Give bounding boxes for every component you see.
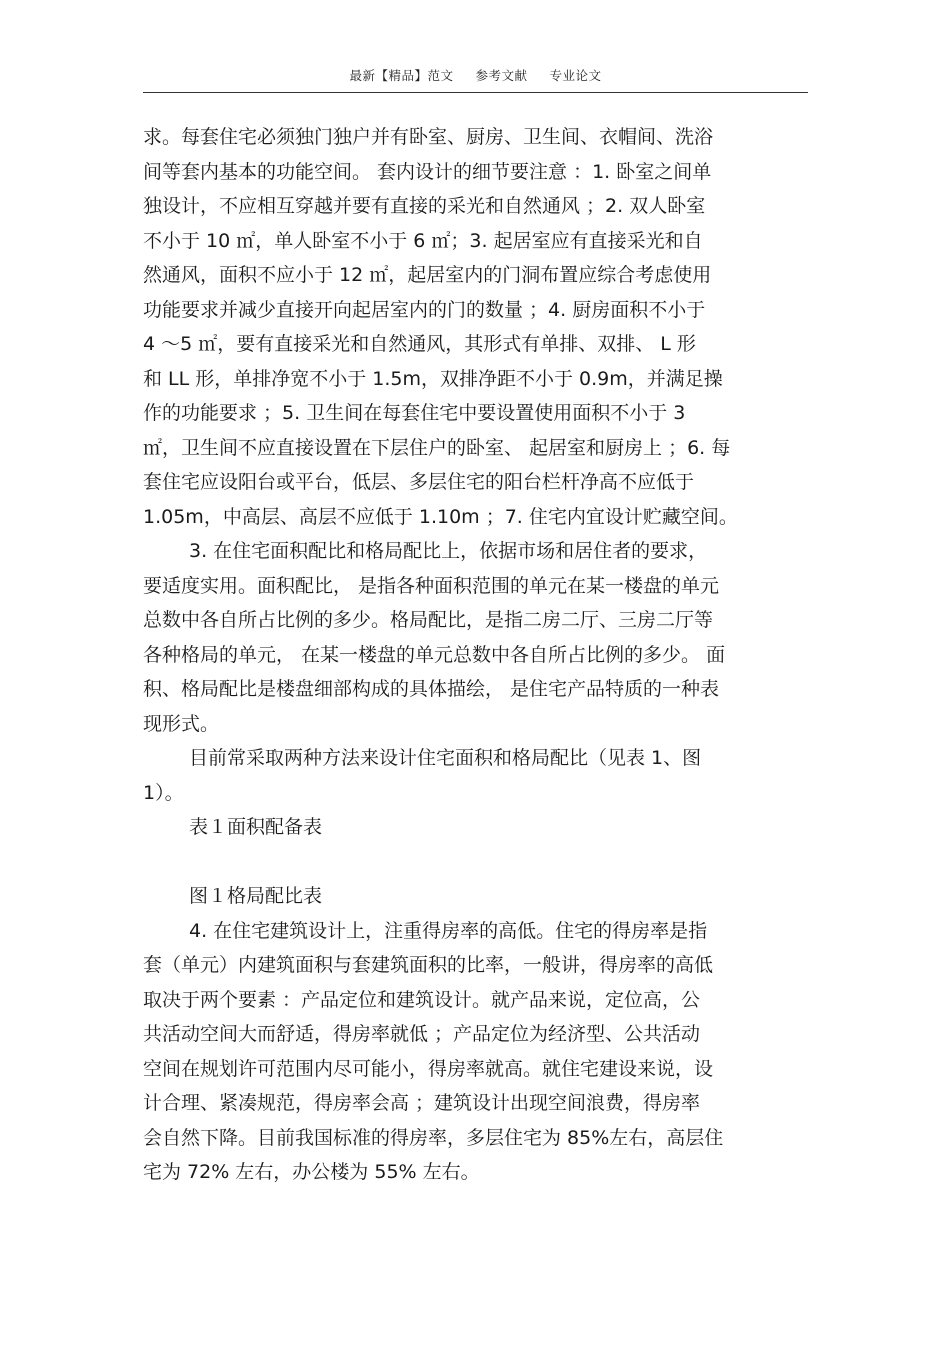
header-item-fanwen: 最新【精品】范文 <box>349 68 454 83</box>
header-item-cankao: 参考文献 <box>475 68 528 83</box>
text-line: 独设计，不应相互穿越并要有直接的采光和自然通风 ；2. 双人卧室 <box>143 195 706 217</box>
text-line: 积、格局配比是楼盘细部构成的具体描绘， 是住宅产品特质的一种表 <box>143 678 720 700</box>
text-line: 计合理、紧凑规范，得房率会高 ；建筑设计出现空间浪费，得房率 <box>143 1092 701 1114</box>
text-line: 宅为 72% 左右，办公楼为 55% 左右。 <box>143 1161 480 1183</box>
text-line: 作的功能要求 ；5. 卫生间在每套住宅中要设置使用面积不小于 3 <box>143 402 686 424</box>
table-1-caption: 表１面积配备表 <box>189 816 323 838</box>
text-line: 功能要求并减少直接开向起居室内的门的数量 ；4. 厨房面积不小于 <box>143 298 706 321</box>
text-line: 空间在规划许可范围内尽可能小，得房率就高。就住宅建设来说，设 <box>143 1057 714 1080</box>
text-line: 取决于两个要素 ：产品定位和建筑设计。就产品来说，定位高，公 <box>143 988 701 1011</box>
text-line: 和 LL 形，单排净宽不小于 1.5m，双排净距不小于 0.9m，并满足操 <box>143 367 723 390</box>
text-line: 要适度实用。面积配比， 是指各种面积范围的单元在某一楼盘的单元 <box>143 574 720 597</box>
text-line: 1）。 <box>143 781 184 804</box>
text-line: 总数中各自所占比例的多少。格局配比，是指二房二厅、三房二厅等 <box>143 609 714 631</box>
document-body <box>143 120 808 1190</box>
text-line: 现形式。 <box>143 712 220 735</box>
header-item-lunwen: 专业论文 <box>549 68 602 83</box>
text-line: 会自然下降。目前我国标准的得房率，多层住宅为 85%左右，高层住 <box>143 1126 724 1149</box>
figure-1-caption: 图１格局配比表 <box>189 885 323 907</box>
text-line: 4 ～5 ㎡，要有直接采光和自然通风，其形式有单排、双排、 L 形 <box>143 333 696 355</box>
text-line: 不小于 10 ㎡，单人卧室不小于 6 ㎡；3. 起居室应有直接采光和自 <box>143 229 703 252</box>
text-line: 套住宅应设阳台或平台，低层、多层住宅的阳台栏杆净高不应低于 <box>143 471 695 493</box>
page-header <box>143 66 808 93</box>
paragraph-3-start: 3. 在住宅面积配比和格局配比上，依据市场和居住者的要求， <box>189 540 708 562</box>
text-line: 然通风，面积不应小于 12 ㎡，起居室内的门洞布置应综合考虑使用 <box>143 264 712 286</box>
text-line: 共活动空间大而舒适，得房率就低 ；产品定位为经济型、公共活动 <box>143 1023 701 1045</box>
text-line: 各种格局的单元， 在某一楼盘的单元总数中各自所占比例的多少。 面 <box>143 643 726 666</box>
text-line: 间等套内基本的功能空间。 套内设计的细节要注意 ：1. 卧室之间单 <box>143 160 712 183</box>
text-line: 套（单元）内建筑面积与套建筑面积的比率，一般讲，得房率的高低 <box>143 954 714 976</box>
paragraph-4-start: 4. 在住宅建筑设计上，注重得房率的高低。住宅的得房率是指 <box>189 919 708 942</box>
paragraph-methods-start: 目前常采取两种方法来设计住宅面积和格局配比（见表 1、图 <box>189 747 702 769</box>
blank-space <box>143 845 808 880</box>
text-line: 1.05m，中高层、高层不应低于 1.10m ；7. 住宅内宜设计贮藏空间。 <box>143 505 738 528</box>
text-line: 求。每套住宅必须独门独户并有卧室、厨房、卫生间、衣帽间、洗浴 <box>143 126 714 148</box>
text-line: ㎡，卫生间不应直接设置在下层住户的卧室、 起居室和厨房上 ；6. 每 <box>143 436 731 459</box>
